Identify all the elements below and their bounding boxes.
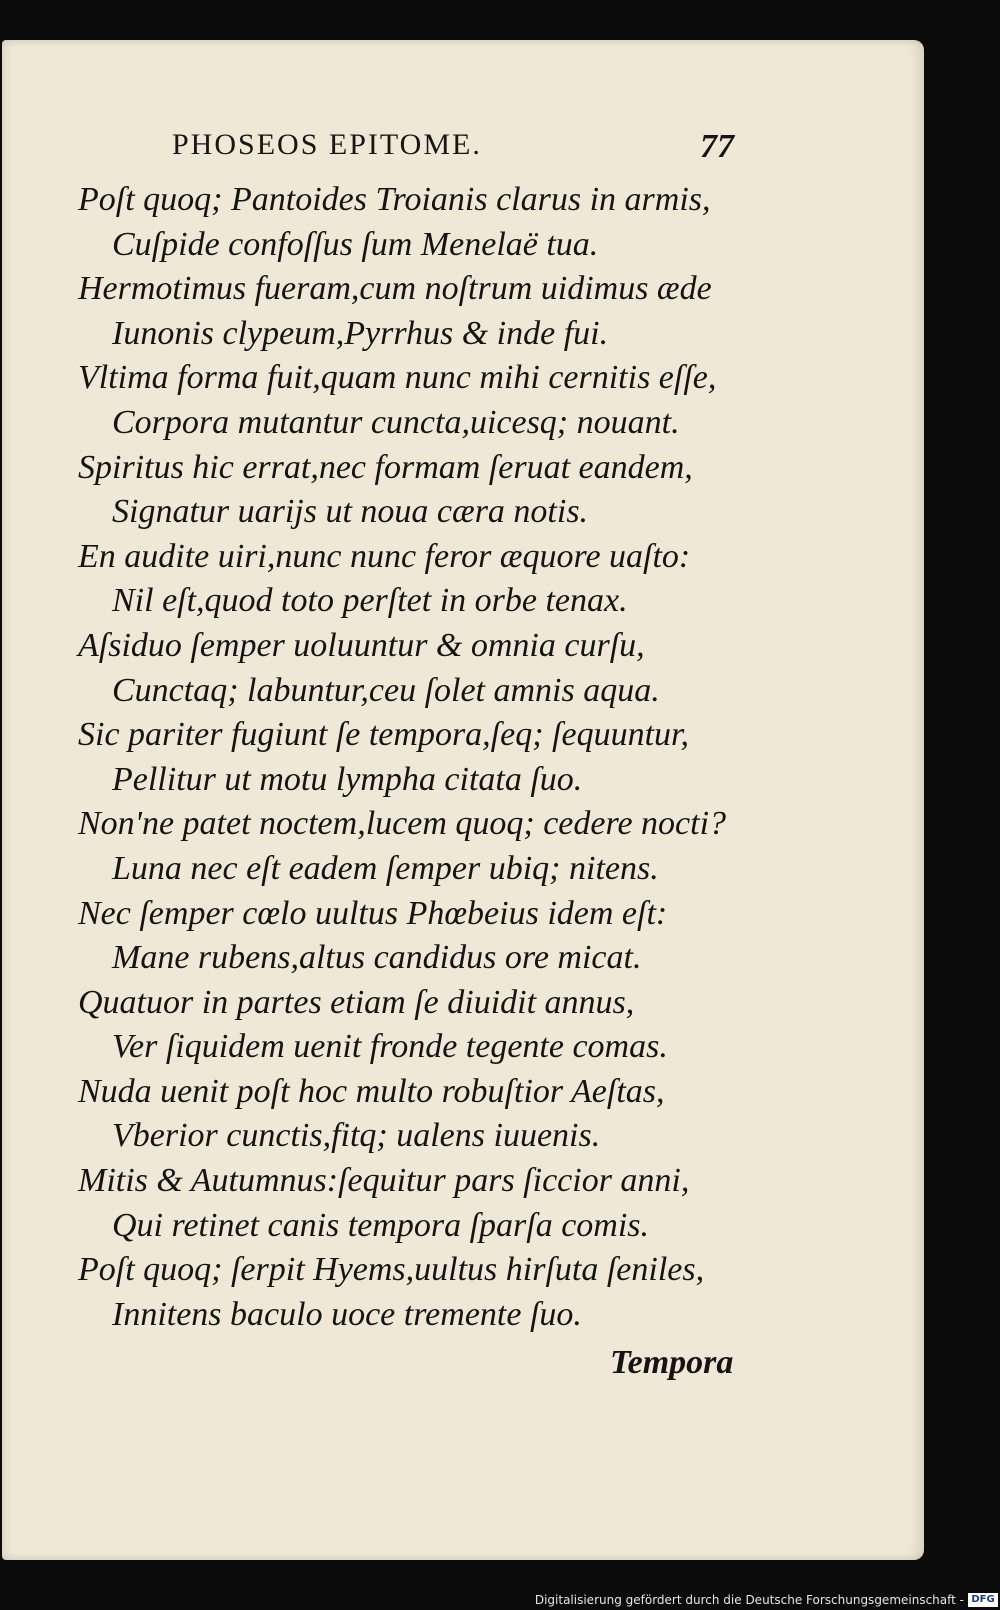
verse-line: Vltima forma fuit,quam nunc mihi cernitis eſſe,: [78, 359, 717, 397]
verse-line: Corpora mutantur cuncta,uicesq; nouant.: [112, 403, 680, 441]
verse-line: Qui retinet canis tempora ſparſa comis.: [112, 1206, 650, 1244]
verse-line: Ver ſiquidem uenit fronde tegente comas.: [112, 1028, 668, 1066]
verse-line: Poſt quoq; Pantoides Troianis clarus in armis,: [78, 181, 711, 218]
verse-line: Iunonis clypeum,Pyrrhus & inde fui.: [112, 314, 609, 352]
running-head: PHOSEOS EPITOME.: [172, 128, 482, 161]
verse-line: Mane rubens,altus candidus ore micat.: [112, 939, 642, 977]
dfg-logo: DFG: [968, 1593, 998, 1607]
verse-line: Spiritus hic errat,nec formam ſeruat eandem,: [78, 448, 693, 486]
catchword: Tempora: [610, 1344, 734, 1381]
verse-line: Aſsiduo ſemper uoluuntur & omnia curſu,: [78, 626, 645, 664]
digitization-credit: Digitalisierung gefördert durch die Deutsche Forschungsgemeinschaft -: [534, 1593, 964, 1607]
verse-line: En audite uiri,nunc nunc feror æquore uaſto:: [78, 537, 691, 575]
verse-line: Mitis & Autumnus:ſequitur pars ſiccior anni,: [78, 1162, 690, 1200]
verse-line: Nuda uenit poſt hoc multo robuſtior Aeſtas,: [78, 1072, 665, 1110]
verse-line: Signatur uarijs ut noua cæra notis.: [112, 493, 589, 531]
page-header: [2, 128, 924, 172]
verse-line: Sic pariter fugiunt ſe tempora,ſeq; ſequuntur,: [78, 716, 689, 754]
verse-line: Cunctaq; labuntur,ceu ſolet amnis aqua.: [112, 671, 660, 709]
verse-line: Nec ſemper cœlo uultus Phœbeius idem eſt:: [78, 894, 668, 932]
verse-line: Cuſpide confoſſus ſum Menelaë tua.: [112, 225, 599, 263]
verse-line: Vberior cunctis,fitq; ualens iuuenis.: [112, 1117, 601, 1155]
verse-line: Pellitur ut motu lympha citata ſuo.: [112, 760, 583, 798]
verse-block: [78, 178, 778, 1337]
verse-line: Poſt quoq; ſerpit Hyems,uultus hirſuta ſeniles,: [78, 1251, 705, 1289]
verse-line: Nil eſt,quod toto perſtet in orbe tenax.: [112, 582, 628, 620]
verse-line: Quatuor in partes etiam ſe diuidit annus,: [78, 983, 635, 1021]
verse-line: Hermotimus fueram,cum noſtrum uidimus æde: [78, 270, 712, 308]
book-page: [2, 40, 924, 1560]
page-number: 77: [700, 128, 734, 165]
verse-line: Innitens baculo uoce tremente ſuo.: [112, 1295, 582, 1333]
verse-line: Luna nec eſt eadem ſemper ubiq; nitens.: [112, 849, 659, 887]
verse-line: Non'ne patet noctem,lucem quoq; cedere nocti?: [78, 805, 727, 843]
